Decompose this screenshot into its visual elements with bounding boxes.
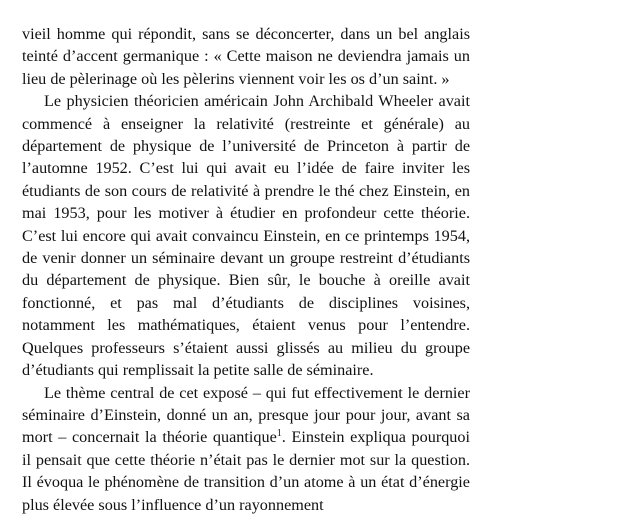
- book-page: [22, 0, 470, 514]
- paragraph-3-text-after-note: . Einstein expliqua pourquoi il pensait que cette théorie n’était pas le dernier mot sur la question. Il évoqua le phénomène de transition d’un atome à un état d’énergie plus élevée sous l’influence d’un rayonnement: [22, 428, 470, 514]
- paragraph-2: Le physicien théoricien américain John Archibald Wheeler avait commencé à enseigner la relativité (restreinte et générale) au département de physique de l’université de Princeton à partir de l’automne 1952. C’est lui qui avait eu l’idée de faire inviter les étudiants de son cours de relativité à prendre le thé chez Einstein, en mai 1953, pour les motiver à étudier en profondeur cette théorie. C’est lui encore qui avait convaincu Einstein, en ce printemps 1954, de venir donner un séminaire devant un groupe restreint d’étudiants du département de physique. Bien sûr, le bouche à oreille avait fonctionné, et pas mal d’étudiants de disciplines voisines, notamment les mathématiques, étaient venus pour l’entendre. Quelques professeurs s’étaient aussi glissés au milieu du groupe d’étudiants qui remplissait la petite salle de séminaire.: [22, 92, 470, 380]
- paragraph-3-text-before-note: Le thème central de cet exposé – qui fut effectivement le dernier séminaire d’Einstein, donné un an, presque jour pour jour, avant sa mort – concernait la théorie quantique: [22, 383, 470, 447]
- paragraph-3: [22, 382, 470, 516]
- footnote-reference: 1: [276, 428, 282, 440]
- paragraph-1: vieil homme qui répondit, sans se déconcerter, dans un bel anglais teinté d’accent germanique : « Cette maison ne deviendra jamais un lieu de pèlerinage où les pèlerins viennent voir les os d’un saint. »: [22, 25, 470, 88]
